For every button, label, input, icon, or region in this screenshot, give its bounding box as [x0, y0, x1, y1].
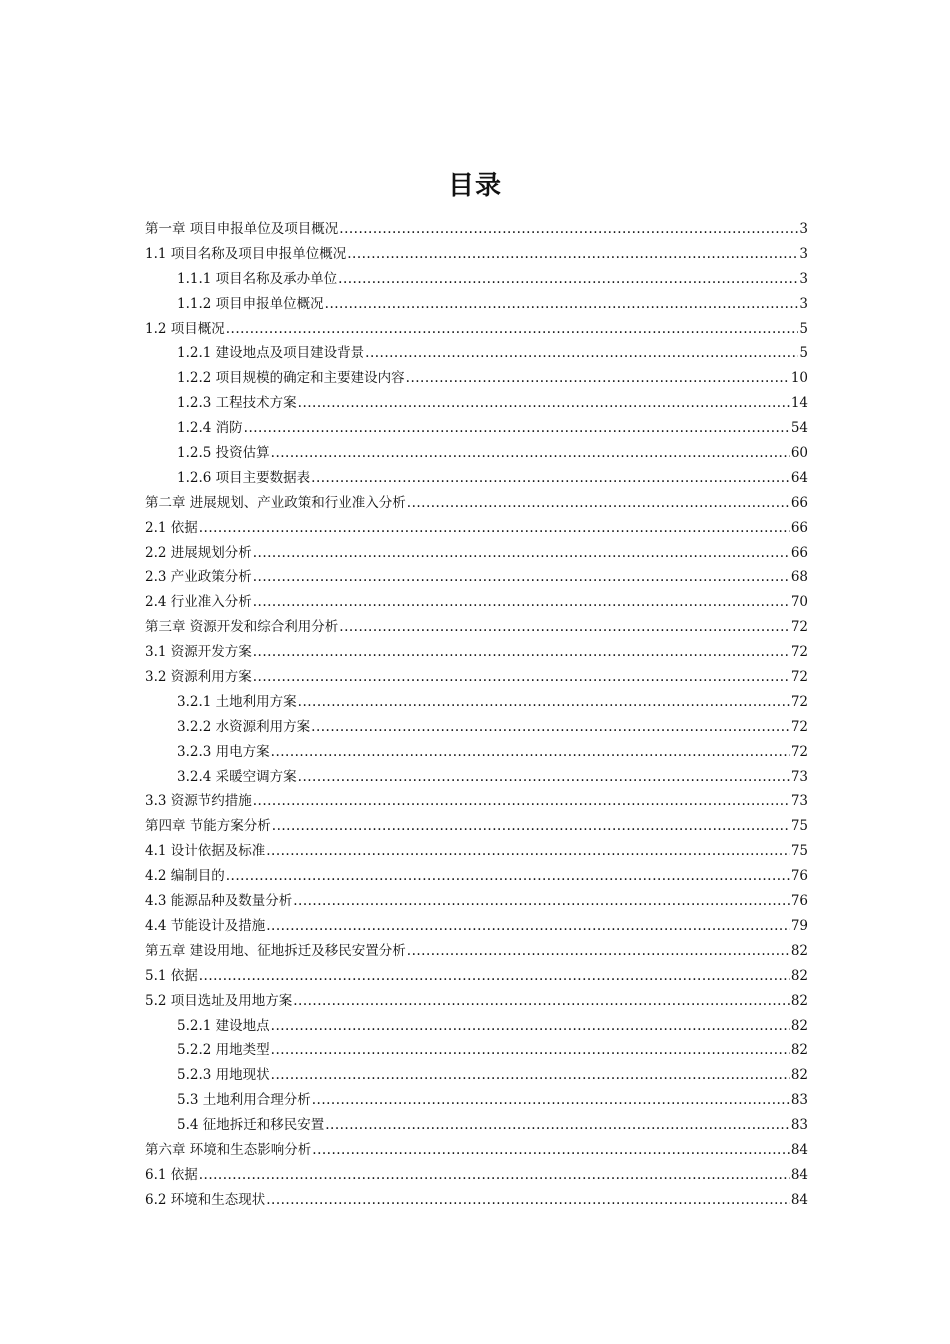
toc-entry-label: 1.2.2 项目规模的确定和主要建设内容 — [177, 370, 405, 387]
toc-dot-leader — [312, 1088, 790, 1113]
toc-entry[interactable] — [145, 416, 808, 441]
toc-entry[interactable] — [145, 267, 808, 292]
toc-entry[interactable] — [145, 615, 808, 640]
toc-entry[interactable] — [145, 1014, 808, 1039]
toc-dot-leader — [406, 366, 790, 391]
toc-dot-leader — [311, 466, 790, 491]
toc-entry-page-number: 73 — [790, 768, 808, 785]
toc-entry[interactable] — [145, 814, 808, 839]
toc-entry-page-number: 3 — [799, 245, 808, 262]
toc-entry-label: 5.2.2 用地类型 — [177, 1042, 270, 1059]
toc-entry-label: 1.1.2 项目申报单位概况 — [177, 295, 324, 312]
toc-entry[interactable] — [145, 366, 808, 391]
toc-dot-leader — [407, 491, 790, 516]
toc-entry-label: 3.2.2 水资源利用方案 — [177, 718, 311, 735]
toc-dot-leader — [365, 341, 798, 366]
toc-entry-page-number: 82 — [790, 1042, 808, 1059]
toc-entry-page-number: 54 — [790, 420, 808, 437]
toc-entry[interactable] — [145, 939, 808, 964]
toc-entry[interactable] — [145, 317, 808, 342]
toc-dot-leader — [311, 715, 790, 740]
toc-dot-leader — [266, 839, 790, 864]
toc-dot-leader — [298, 391, 790, 416]
toc-entry-label: 3.1 资源开发方案 — [145, 644, 252, 661]
toc-entry[interactable] — [145, 1038, 808, 1063]
toc-entry[interactable] — [145, 665, 808, 690]
toc-entry-page-number: 14 — [790, 395, 808, 412]
toc-entry[interactable] — [145, 441, 808, 466]
toc-entry-page-number: 72 — [790, 718, 808, 735]
toc-dot-leader — [272, 814, 790, 839]
toc-entry[interactable] — [145, 1188, 808, 1213]
toc-entry-label: 第四章 节能方案分析 — [145, 818, 271, 835]
toc-dot-leader — [325, 292, 799, 317]
toc-entry-page-number: 66 — [790, 519, 808, 536]
toc-entry[interactable] — [145, 590, 808, 615]
toc-entry-label: 1.2.3 工程技术方案 — [177, 395, 297, 412]
toc-dot-leader — [271, 441, 790, 466]
toc-entry-page-number: 60 — [790, 445, 808, 462]
toc-entry-label: 4.2 编制目的 — [145, 868, 225, 885]
toc-entry-page-number: 72 — [790, 669, 808, 686]
toc-entry[interactable] — [145, 864, 808, 889]
toc-entry-label: 3.2.4 采暖空调方案 — [177, 768, 297, 785]
toc-entry-label: 4.3 能源品种及数量分析 — [145, 893, 293, 910]
toc-entry[interactable] — [145, 640, 808, 665]
toc-dot-leader — [325, 1113, 790, 1138]
toc-entry[interactable] — [145, 1113, 808, 1138]
toc-entry[interactable] — [145, 839, 808, 864]
toc-dot-leader — [266, 1188, 790, 1213]
toc-entry-label: 第五章 建设用地、征地拆迁及移民安置分析 — [145, 942, 406, 959]
toc-entry-label: 1.2 项目概况 — [145, 320, 225, 337]
toc-dot-leader — [298, 765, 790, 790]
toc-entry-page-number: 3 — [799, 221, 808, 237]
toc-entry[interactable] — [145, 989, 808, 1014]
toc-entry[interactable] — [145, 964, 808, 989]
toc-entry-page-number: 75 — [790, 843, 808, 860]
toc-entry[interactable] — [145, 491, 808, 516]
toc-dot-leader — [244, 416, 790, 441]
toc-entry[interactable] — [145, 889, 808, 914]
toc-entry-label: 第三章 资源开发和综合利用分析 — [145, 619, 339, 636]
toc-entry-page-number: 82 — [790, 992, 808, 1009]
toc-entry-page-number: 64 — [790, 469, 808, 486]
toc-entry-page-number: 72 — [790, 693, 808, 710]
toc-entry-page-number: 5 — [799, 345, 808, 362]
toc-dot-leader — [253, 590, 790, 615]
toc-entry-label: 5.4 征地拆迁和移民安置 — [177, 1117, 325, 1134]
toc-entry-page-number: 84 — [790, 1166, 808, 1183]
toc-entry-page-number: 66 — [790, 544, 808, 561]
toc-dot-leader — [253, 789, 790, 814]
toc-dot-leader — [338, 267, 798, 292]
toc-entry-page-number: 72 — [790, 619, 808, 636]
toc-entry-label: 5.2.1 建设地点 — [177, 1017, 270, 1034]
toc-dot-leader — [298, 690, 790, 715]
toc-entry[interactable] — [145, 466, 808, 491]
toc-entry[interactable] — [145, 242, 808, 267]
toc-entry-page-number: 82 — [790, 942, 808, 959]
toc-dot-leader — [226, 317, 799, 342]
toc-entry-page-number: 84 — [790, 1141, 808, 1158]
toc-dot-leader — [347, 242, 798, 267]
toc-entry-page-number: 70 — [790, 594, 808, 611]
toc-entry-label: 1.2.5 投资估算 — [177, 445, 270, 462]
toc-dot-leader — [266, 914, 790, 939]
toc-entry[interactable] — [145, 914, 808, 939]
toc-dot-leader — [271, 740, 790, 765]
toc-entry-label: 4.1 设计依据及标准 — [145, 843, 266, 860]
toc-entry-label: 1.1 项目名称及项目申报单位概况 — [145, 245, 347, 262]
page-title: 目录 — [447, 171, 502, 201]
toc-dot-leader — [199, 516, 790, 541]
toc-entry-page-number: 5 — [799, 320, 808, 337]
toc-dot-leader — [339, 217, 798, 242]
toc-entry-label: 5.2.3 用地现状 — [177, 1067, 270, 1084]
toc-entry[interactable] — [145, 715, 808, 740]
toc-dot-leader — [253, 665, 790, 690]
toc-entry[interactable] — [145, 391, 808, 416]
toc-entry-label: 5.2 项目选址及用地方案 — [145, 992, 293, 1009]
toc-dot-leader — [271, 1038, 790, 1063]
toc-entry[interactable] — [145, 565, 808, 590]
toc-entry-label: 2.1 依据 — [145, 519, 198, 536]
toc-entry-page-number: 72 — [790, 743, 808, 760]
toc-entry-label: 1.2.4 消防 — [177, 420, 243, 437]
toc-entry-label: 1.2.6 项目主要数据表 — [177, 469, 311, 486]
toc-dot-leader — [199, 1163, 790, 1188]
toc-entry-label: 5.3 土地利用合理分析 — [177, 1092, 311, 1109]
toc-entry-label: 2.2 进展规划分析 — [145, 544, 252, 561]
toc-entry-page-number: 76 — [790, 893, 808, 910]
toc-entry-label: 第六章 环境和生态影响分析 — [145, 1141, 312, 1158]
toc-entry[interactable] — [145, 1138, 808, 1163]
toc-entry-page-number: 68 — [790, 569, 808, 586]
toc-entry-page-number: 83 — [790, 1092, 808, 1109]
toc-entry[interactable] — [145, 341, 808, 366]
toc-entry[interactable] — [145, 789, 808, 814]
toc-entry-label: 6.2 环境和生态现状 — [145, 1191, 266, 1208]
toc-entry[interactable] — [145, 1063, 808, 1088]
toc-entry-page-number: 10 — [790, 370, 808, 387]
toc-dot-leader — [293, 989, 790, 1014]
toc-entry[interactable] — [145, 740, 808, 765]
toc-entry-label: 2.4 行业准入分析 — [145, 594, 252, 611]
toc-dot-leader — [407, 939, 790, 964]
toc-dot-leader — [271, 1014, 790, 1039]
toc-entry-page-number: 76 — [790, 868, 808, 885]
toc-entry-label: 2.3 产业政策分析 — [145, 569, 252, 586]
table-of-contents — [145, 217, 808, 1213]
toc-entry-label: 3.2.1 土地利用方案 — [177, 693, 297, 710]
toc-entry[interactable] — [145, 1088, 808, 1113]
toc-entry-label: 3.3 资源节约措施 — [145, 793, 252, 810]
toc-entry-page-number: 82 — [790, 1067, 808, 1084]
toc-entry-label: 6.1 依据 — [145, 1166, 198, 1183]
toc-dot-leader — [253, 541, 790, 566]
toc-entry-label: 第二章 进展规划、产业政策和行业准入分析 — [145, 494, 406, 511]
toc-dot-leader — [253, 640, 790, 665]
toc-entry-page-number: 83 — [790, 1117, 808, 1134]
toc-entry[interactable] — [145, 690, 808, 715]
toc-entry[interactable] — [145, 541, 808, 566]
toc-entry-label: 3.2 资源利用方案 — [145, 669, 252, 686]
toc-dot-leader — [253, 565, 790, 590]
toc-entry-page-number: 66 — [790, 494, 808, 511]
toc-entry-page-number: 84 — [790, 1191, 808, 1208]
toc-dot-leader — [226, 864, 790, 889]
toc-entry-label: 1.2.1 建设地点及项目建设背景 — [177, 345, 365, 362]
toc-entry-page-number: 72 — [790, 644, 808, 661]
toc-dot-leader — [271, 1063, 790, 1088]
toc-entry[interactable] — [145, 765, 808, 790]
toc-entry[interactable] — [145, 292, 808, 317]
toc-dot-leader — [339, 615, 790, 640]
toc-entry-page-number: 3 — [799, 295, 808, 312]
toc-entry-page-number: 82 — [790, 1017, 808, 1034]
toc-entry-label: 1.1.1 项目名称及承办单位 — [177, 270, 338, 287]
toc-entry[interactable] — [145, 217, 808, 242]
toc-entry-label: 3.2.3 用电方案 — [177, 743, 270, 760]
toc-dot-leader — [312, 1138, 790, 1163]
toc-dot-leader — [293, 889, 790, 914]
toc-entry[interactable] — [145, 516, 808, 541]
toc-entry[interactable] — [145, 1163, 808, 1188]
toc-entry-page-number: 3 — [799, 270, 808, 287]
toc-entry-label: 5.1 依据 — [145, 967, 198, 984]
toc-entry-label: 第一章 项目申报单位及项目概况 — [145, 221, 339, 237]
toc-dot-leader — [199, 964, 790, 989]
toc-entry-page-number: 73 — [790, 793, 808, 810]
toc-entry-page-number: 82 — [790, 967, 808, 984]
toc-entry-label: 4.4 节能设计及措施 — [145, 917, 266, 934]
toc-entry-page-number: 75 — [790, 818, 808, 835]
toc-entry-page-number: 79 — [790, 917, 808, 934]
